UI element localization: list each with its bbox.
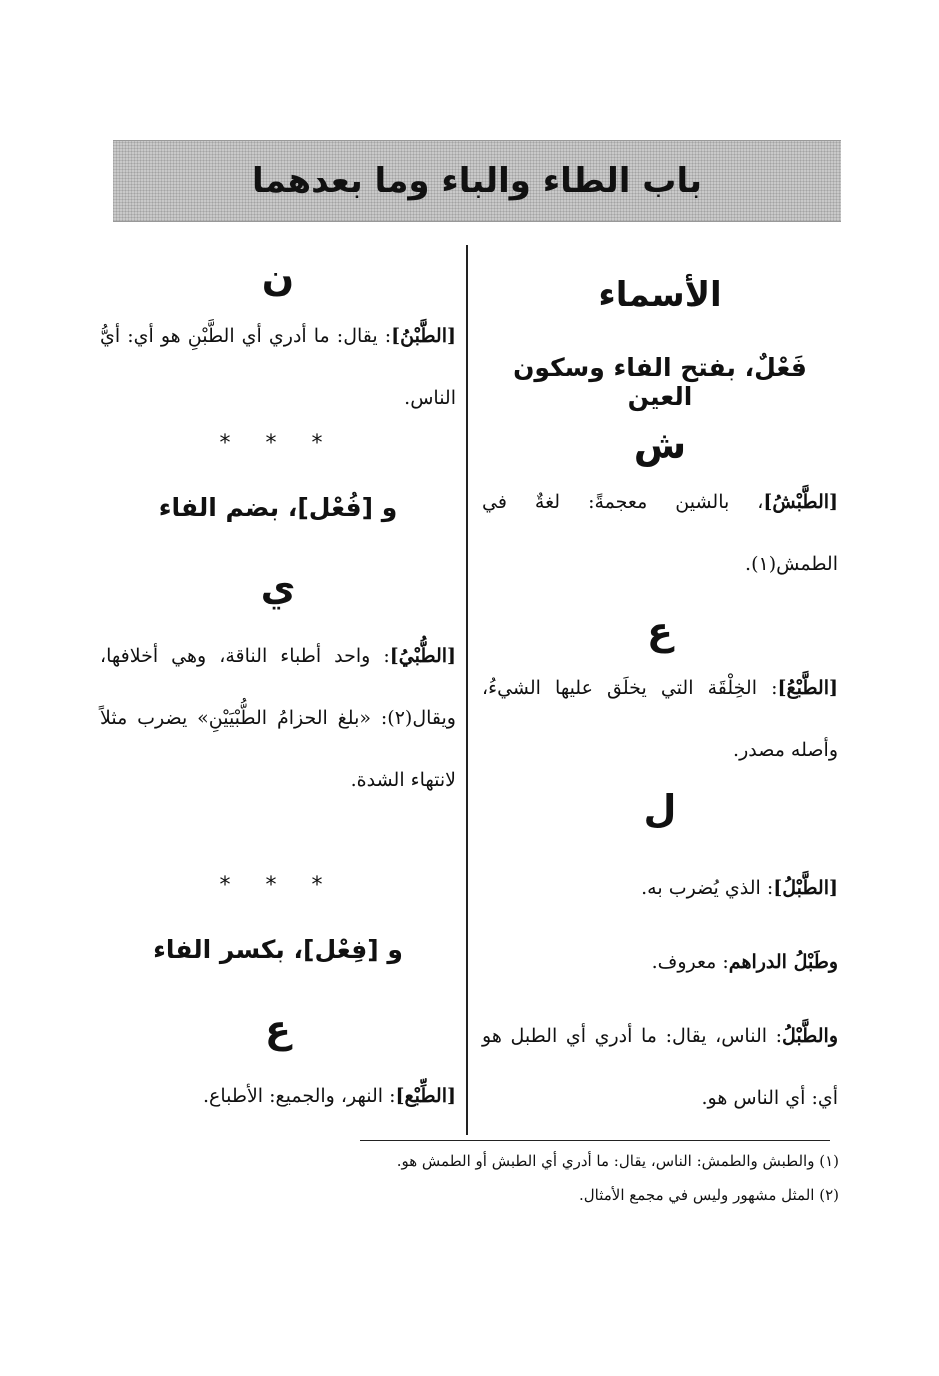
letter-heading-ya: ي (260, 565, 296, 609)
definition: : واحد أطباء الناقة، وهي أخلافها، ويقال(٢): «بلغ الحزامُ الطُّبْيَيْنِ» يضرب مثلاً لانتهاء الشدة. (100, 645, 456, 791)
headword: والطَّبْلُ (782, 1025, 838, 1047)
definition: : الذي يُضرب به. (641, 877, 774, 899)
pattern-heading-ful: و [فُعْل]، بضم الفاء (158, 493, 398, 522)
entry-tabsh (482, 471, 838, 595)
definition: : معروف. (651, 951, 729, 973)
entry-tabl-darahim (482, 931, 838, 993)
separator-stars: * * * (219, 873, 337, 898)
pattern-heading-fal: فَعْلٌ، بفتح الفاء وسكون العين (513, 353, 807, 411)
definition: ، بالشين معجمةً: لغةٌ في الطمش(١). (482, 491, 838, 575)
letter-heading-lam: ل (643, 787, 677, 831)
chapter-header (113, 140, 841, 222)
pattern-heading-fil: و [فِعْل]، بكسر الفاء (153, 935, 403, 964)
separator-stars: * * * (219, 431, 337, 456)
entry-tabn (100, 305, 456, 429)
definition: : الخِلْقَة التي يخلَق عليها الشيءُ، وأصله مصدر. (482, 677, 838, 761)
letter-heading-sh: ش (633, 423, 687, 467)
letter-heading-ain: ع (647, 609, 673, 653)
letter-heading-nun: ن (261, 255, 295, 299)
chapter-title: باب الطاء والباء وما بعدهما (251, 161, 702, 201)
entry-tab (482, 657, 838, 781)
entry-tib3 (100, 1065, 456, 1127)
headword: [الطِّبْع] (395, 1085, 456, 1107)
headword: [الطَّبْشُ] (763, 491, 838, 513)
definition: : يقال: ما أدري أي الطَّبْنِ هو أي: أيُّ الناس. (100, 325, 456, 409)
letter-heading-ain: ع (265, 1007, 291, 1051)
entry-tabl-nas (482, 1005, 838, 1129)
column-divider (466, 245, 468, 1135)
footnote-2: (٢) المثل مشهور وليس في مجمع الأمثال. (578, 1186, 839, 1204)
definition: : النهر، والجميع: الأطباع. (202, 1085, 396, 1107)
headword: وطَبْلُ الدراهم (728, 951, 838, 973)
headword: [الطَّبْلُ] (773, 877, 838, 899)
footnote-1: (١) والطبش والطمش: الناس، يقال: ما أدري أي الطبش أو الطمش هو. (396, 1152, 839, 1170)
headword: [الطَّبْنُ] (391, 325, 456, 347)
entry-tabl (482, 857, 838, 919)
headword: [الطَّبْعُ] (777, 677, 838, 699)
footnote-rule (360, 1140, 830, 1141)
entry-tuby (100, 625, 456, 811)
section-title: الأسماء (598, 275, 722, 315)
headword: [الطُّبْيُ] (389, 645, 456, 667)
definition: : الناس، يقال: ما أدري أي الطبل هو أي: أي الناس هو. (482, 1025, 838, 1109)
